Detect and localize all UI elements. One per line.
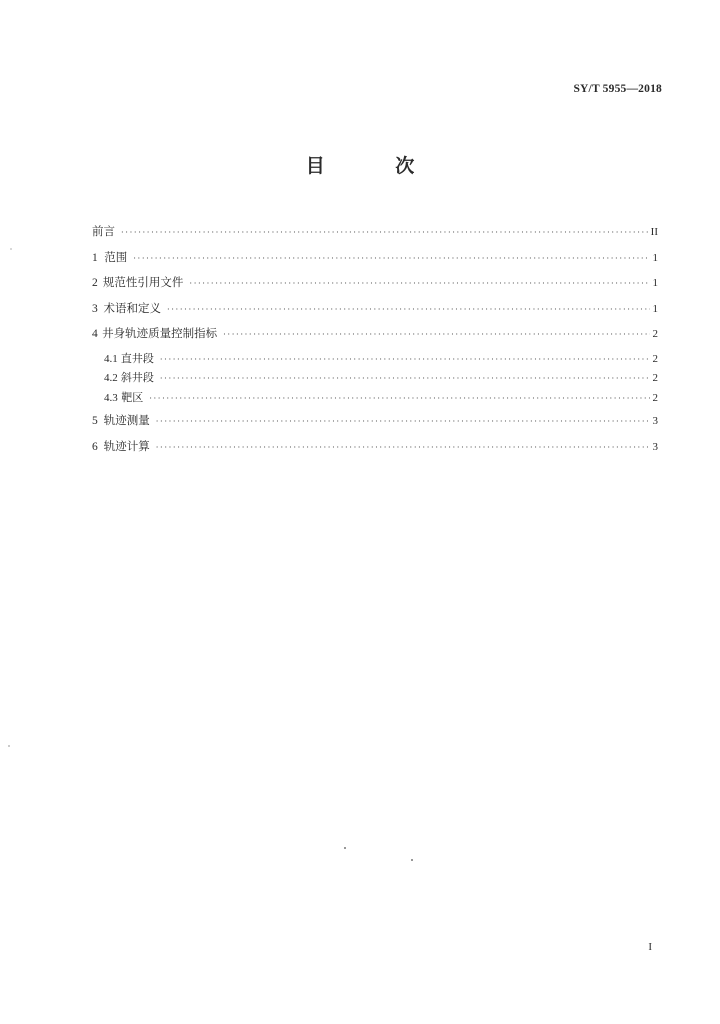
toc-dot-leader [133,251,649,267]
toc-entry-4-2[interactable] [92,370,658,390]
toc-entry-4[interactable] [92,325,658,351]
toc-entry-number: 2 [92,277,98,289]
toc-dot-leader [160,352,650,368]
toc-entry-4-1[interactable] [92,351,658,371]
toc-entry-number: 4.1 [104,352,118,365]
scan-speck [411,859,413,861]
toc-dot-leader [156,440,650,456]
toc-dot-leader [167,302,650,318]
toc-entry-page: 3 [652,415,658,427]
toc-entry-foreword[interactable] [92,223,658,249]
scan-speck [344,847,346,849]
toc-entry-page: 1 [652,302,658,315]
page-number: I [648,941,652,953]
toc-entry-page: 1 [652,277,658,289]
toc-entry-number: 1 [92,251,98,264]
toc-dot-leader [223,327,649,343]
toc-entry-page: 2 [652,372,658,384]
toc-entry-1[interactable] [92,249,658,275]
toc-entry-title: 前言 [92,224,115,238]
toc-dot-leader [149,391,649,407]
scan-speck [8,745,10,747]
toc-entry-6[interactable] [92,438,658,464]
toc-entry-number: 4 [92,328,98,340]
toc-entry-number: 3 [92,302,98,315]
toc-dot-leader [189,276,649,292]
toc-entry-page: 2 [652,391,658,404]
toc-entry-title: 规范性引用文件 [102,275,184,289]
toc-dot-leader [160,371,650,387]
toc-entry-title: 轨迹计算 [103,438,150,453]
toc-dot-leader [121,225,648,241]
toc-entry-3[interactable] [92,300,658,326]
toc-entry-page: 2 [652,352,658,365]
toc-entry-title: 轨迹测量 [103,413,150,427]
toc-dot-leader [156,414,650,430]
toc-entry-title: 直井段 [120,351,154,365]
toc-entry-number: 5 [92,415,98,427]
toc-entry-page: 2 [652,328,658,340]
toc-entry-title: 范围 [104,249,128,264]
standard-code: SY/T 5955—2018 [573,83,662,95]
toc-entry-5[interactable] [92,412,658,438]
toc-entry-number: 4.3 [104,391,118,404]
page-title: 目 次 [305,155,447,177]
toc-entry-2[interactable] [92,274,658,300]
scan-speck [10,248,12,250]
toc-entry-title: 井身轨迹质量控制指标 [102,326,218,340]
toc-entry-4-3[interactable] [92,390,658,410]
toc-entry-page: II [650,226,658,238]
table-of-contents [92,223,658,463]
toc-entry-page: 3 [652,440,658,453]
toc-entry-title: 术语和定义 [103,300,161,315]
toc-entry-page: 1 [652,251,658,264]
toc-entry-number: 4.2 [104,372,118,384]
toc-entry-number: 6 [92,440,98,453]
toc-entry-title: 斜井段 [120,371,154,384]
toc-entry-title: 靶区 [121,390,144,404]
